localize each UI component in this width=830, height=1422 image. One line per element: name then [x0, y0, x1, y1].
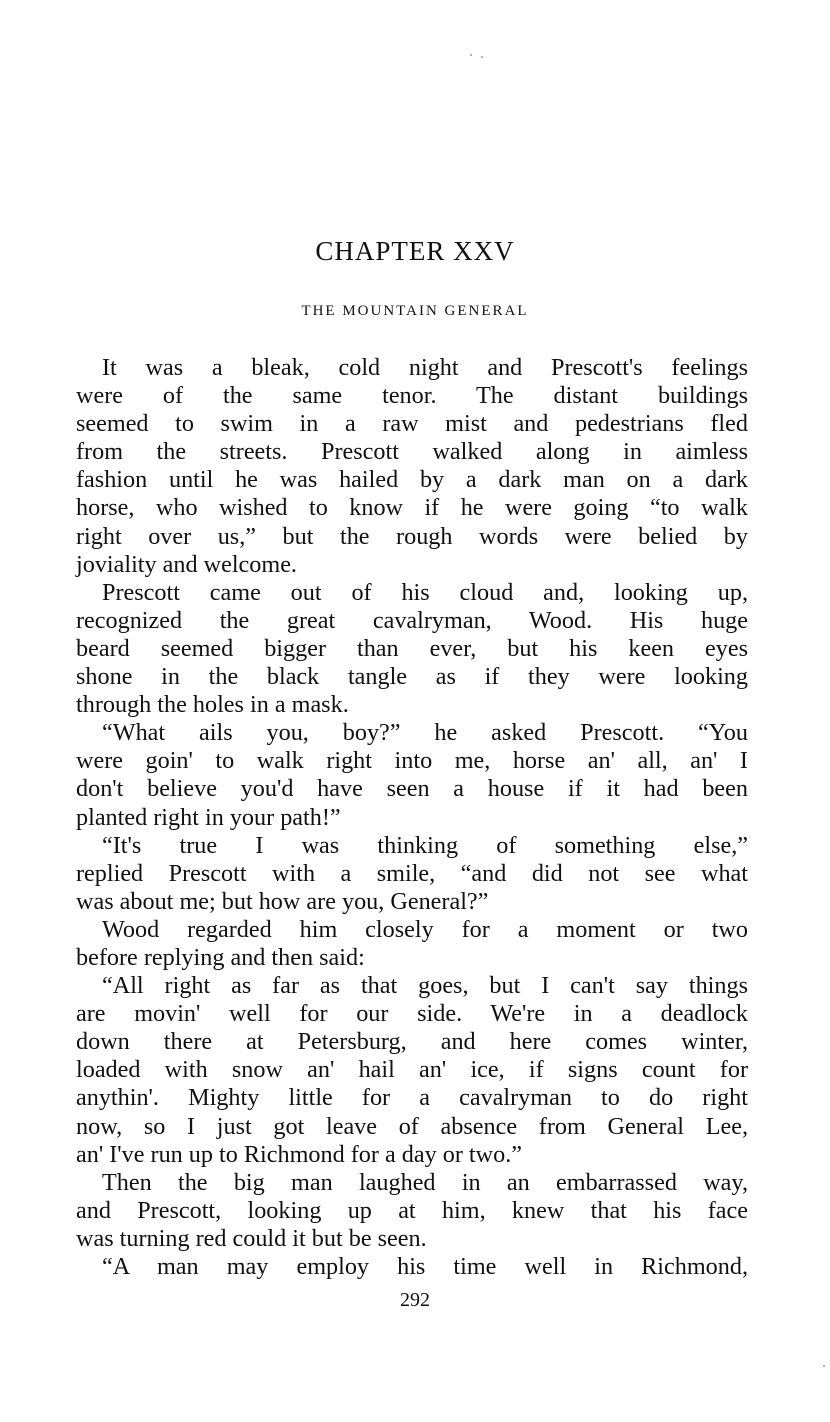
- text-line: It was a bleak, cold night and Prescott's feelings: [102, 354, 748, 381]
- text-line: “All right as far as that goes, but I can't say things: [102, 972, 748, 1000]
- text-line: “It's true I was thinking of something else,”: [102, 831, 748, 859]
- text-line: shone in the black tangle as if they were looking: [76, 663, 748, 691]
- body-text: [76, 354, 748, 1281]
- text-line: planted right in your path!”: [76, 803, 341, 831]
- text-line: beard seemed bigger than ever, but his keen eyes: [76, 634, 748, 662]
- text-line: and Prescott, looking up at him, knew that his face: [76, 1196, 748, 1224]
- text-line: “What ails you, boy?” he asked Prescott. “You: [102, 719, 748, 747]
- text-line: loaded with snow an' hail an' ice, if signs count for: [76, 1056, 748, 1084]
- text-line: are movin' well for our side. We're in a deadlock: [76, 1000, 748, 1028]
- text-line: were goin' to walk right into me, horse an' all, an' I: [76, 747, 748, 775]
- text-line: joviality and welcome.: [76, 550, 297, 578]
- scan-speck: [470, 54, 472, 56]
- text-line: through the holes in a mask.: [76, 691, 349, 719]
- text-line: down there at Petersburg, and here comes winter,: [76, 1028, 748, 1056]
- chapter-subtitle: THE MOUNTAIN GENERAL: [301, 303, 529, 319]
- text-line: was about me; but how are you, General?”: [76, 887, 489, 915]
- scan-speck: [481, 56, 483, 58]
- chapter-title: CHAPTER XXV: [315, 236, 515, 266]
- text-line: an' I've run up to Richmond for a day or two.”: [76, 1140, 522, 1168]
- text-line: from the streets. Prescott walked along in aimless: [76, 438, 748, 466]
- text-line: before replying and then said:: [76, 943, 365, 971]
- text-line: recognized the great cavalryman, Wood. His huge: [76, 606, 748, 634]
- text-line: anythin'. Mighty little for a cavalryman to do right: [76, 1084, 748, 1112]
- text-line: seemed to swim in a raw mist and pedestrians fled: [76, 410, 748, 438]
- text-line: Then the big man laughed in an embarrassed way,: [102, 1168, 748, 1196]
- page-number: 292: [400, 1289, 430, 1311]
- text-line: fashion until he was hailed by a dark man on a dark: [76, 466, 748, 494]
- text-line: Wood regarded him closely for a moment or two: [102, 915, 748, 943]
- text-line: “A man may employ his time well in Richmond,: [102, 1253, 748, 1280]
- text-line: was turning red could it but be seen.: [76, 1224, 427, 1252]
- text-line: right over us,” but the rough words were belied by: [76, 522, 748, 550]
- text-line: Prescott came out of his cloud and, looking up,: [102, 578, 748, 606]
- text-line: now, so I just got leave of absence from General Lee,: [76, 1112, 748, 1140]
- text-line: replied Prescott with a smile, “and did not see what: [76, 859, 748, 887]
- scan-speck: [823, 1365, 825, 1367]
- text-line: don't believe you'd have seen a house if it had been: [76, 775, 748, 803]
- text-line: were of the same tenor. The distant buildings: [76, 382, 748, 410]
- text-line: horse, who wished to know if he were going “to walk: [76, 494, 748, 522]
